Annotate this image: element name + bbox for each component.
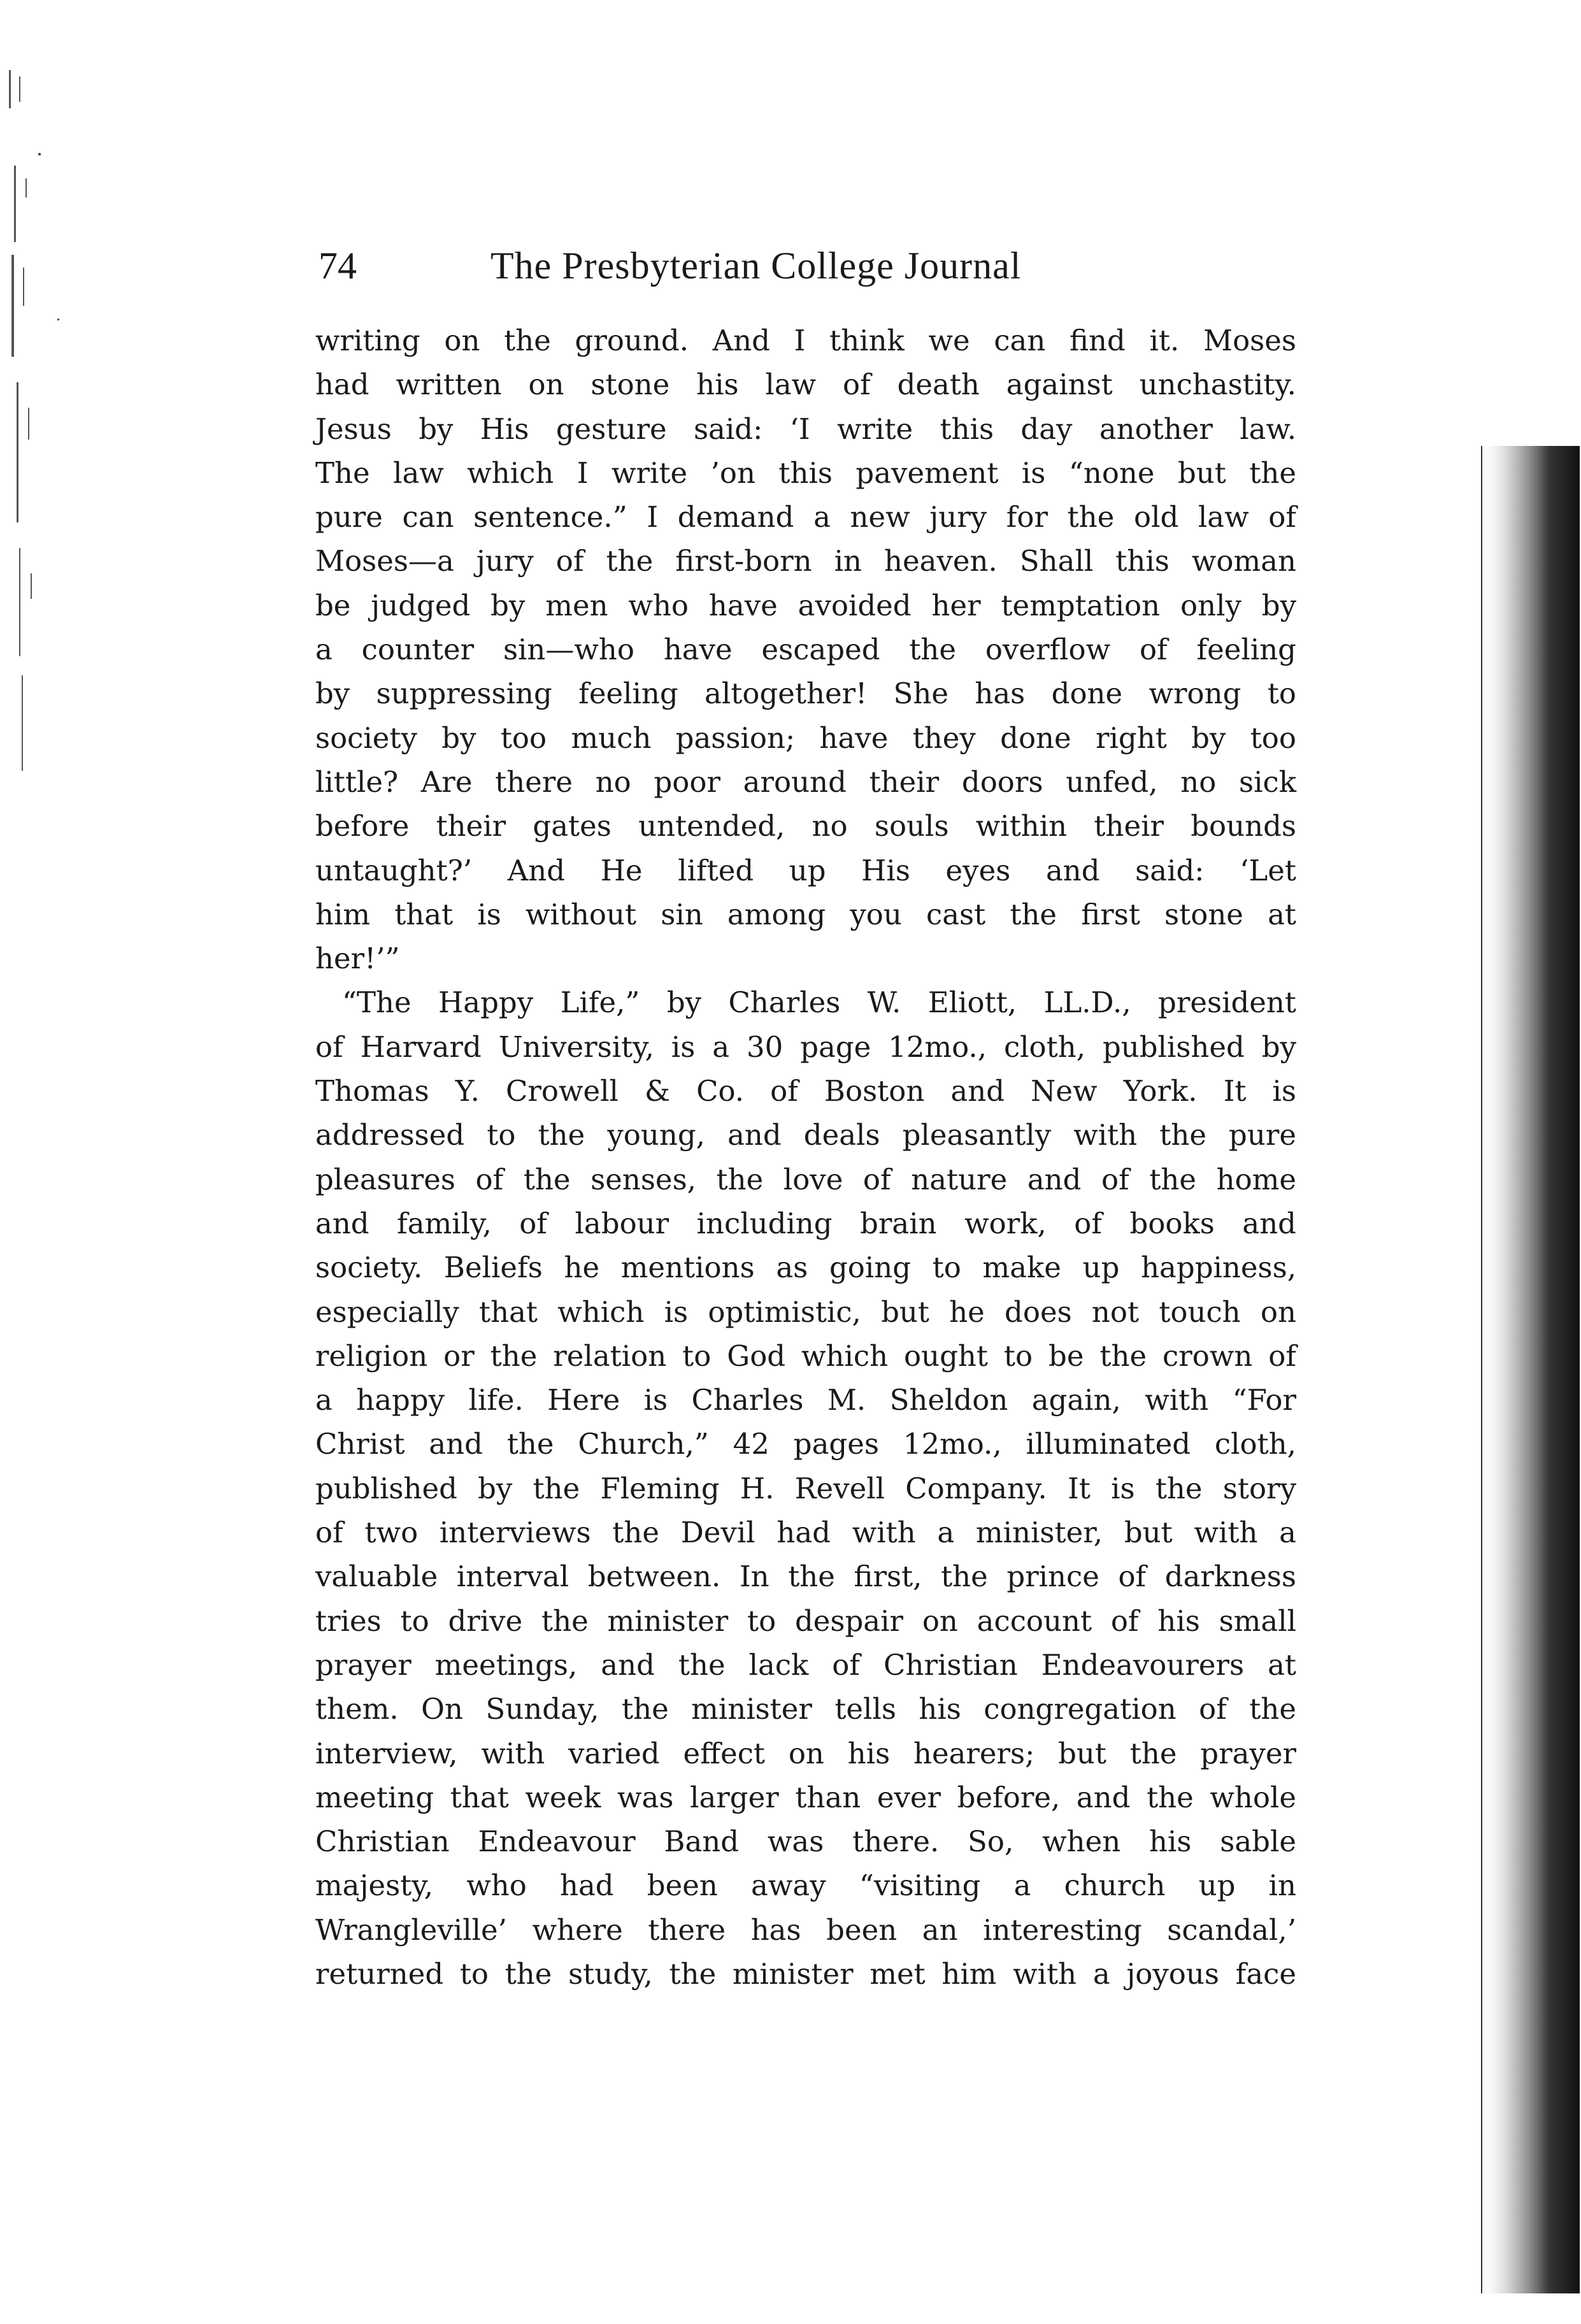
text-line: him that is without sin among you cast the first stone at [315,897,1296,931]
running-title: The Presbyterian College Journal [490,245,1022,287]
text-line: Thomas Y. Crowell & Co. of Boston and New York. It is [315,1074,1296,1108]
text-line: returned to the study, the minister met him with a joyous face [315,1956,1296,1991]
text-line: Christian Endeavour Band was there. So, when his sable [315,1825,1296,1859]
text-line: especially that which is optimistic, but he does not touch on [315,1295,1296,1329]
text-line: be judged by men who have avoided her temptation only by [315,588,1296,622]
text-line: tries to drive the minister to despair on account of his small [315,1603,1296,1638]
page-edge-shadow [1478,446,1580,2293]
text-line: untaught?’ And He lifted up His eyes and said: ‘Let [315,853,1296,887]
text-line: writing on the ground. And I think we can find it. Moses [315,324,1296,357]
text-line: Wrangleville’ where there has been an interesting scandal,’ [315,1912,1296,1947]
text-line: before their gates untended, no souls within their bounds [315,809,1296,843]
text-line: “The Happy Life,” by Charles W. Eliott, LL.D., president [342,986,1296,1020]
text-line: Christ and the Church,” 42 pages 12mo., illuminated cloth, [315,1427,1296,1461]
page-number: 74 [318,245,357,287]
text-line: little? Are there no poor around their doors unfed, no sick [315,764,1296,799]
text-line: Jesus by His gesture said: ‘I write this day another law. [315,412,1296,446]
text-line: Moses—a jury of the first-born in heaven. Shall this woman [315,544,1296,578]
text-line: them. On Sunday, the minister tells his congregation of the [315,1692,1296,1726]
text-line: The law which I write ’on this pavement is “none but the [315,455,1296,490]
edge-texture [1478,446,1580,2293]
text-line: of Harvard University, is a 30 page 12mo., cloth, published by [315,1029,1296,1064]
text-line: a counter sin—who have escaped the overflow of feeling [315,633,1296,667]
text-line: a happy life. Here is Charles M. Sheldon again, with “For [315,1383,1296,1417]
text-line: society. Beliefs he mentions as going to make up happiness, [315,1251,1296,1285]
text-line: majesty, who had been away “visiting a church up in [315,1869,1296,1903]
text-line: valuable interval between. In the first, the prince of darkness [315,1560,1296,1594]
text-line: religion or the relation to God which ought to be the crown of [315,1338,1296,1373]
text-line: published by the Fleming H. Revell Company. It is the story [315,1471,1296,1505]
margin-scan-specks [0,0,70,796]
text-line: interview, with varied effect on his hearers; but the prayer [315,1736,1296,1770]
text-line: had written on stone his law of death against unchastity. [315,368,1296,402]
page-header [318,237,1299,294]
text-line: meeting that week was larger than ever before, and the whole [315,1780,1296,1814]
text-line: society by too much passion; have they done right by too [315,721,1296,755]
body-text [315,319,1296,1996]
text-line: her!’” [315,942,400,976]
text-line: and family, of labour including brain work, of books and [315,1206,1296,1240]
text-line: addressed to the young, and deals pleasantly with the pure [315,1118,1296,1152]
text-line: pleasures of the senses, the love of nature and of the home [315,1162,1296,1196]
text-line: by suppressing feeling altogether! She has done wrong to [315,677,1296,711]
scan-speck-pattern [0,0,70,796]
text-line: prayer meetings, and the lack of Christian Endeavourers at [315,1647,1296,1682]
text-line: of two interviews the Devil had with a minister, but with a [315,1516,1296,1550]
text-line: pure can sentence.” I demand a new jury for the old law of [315,500,1296,534]
